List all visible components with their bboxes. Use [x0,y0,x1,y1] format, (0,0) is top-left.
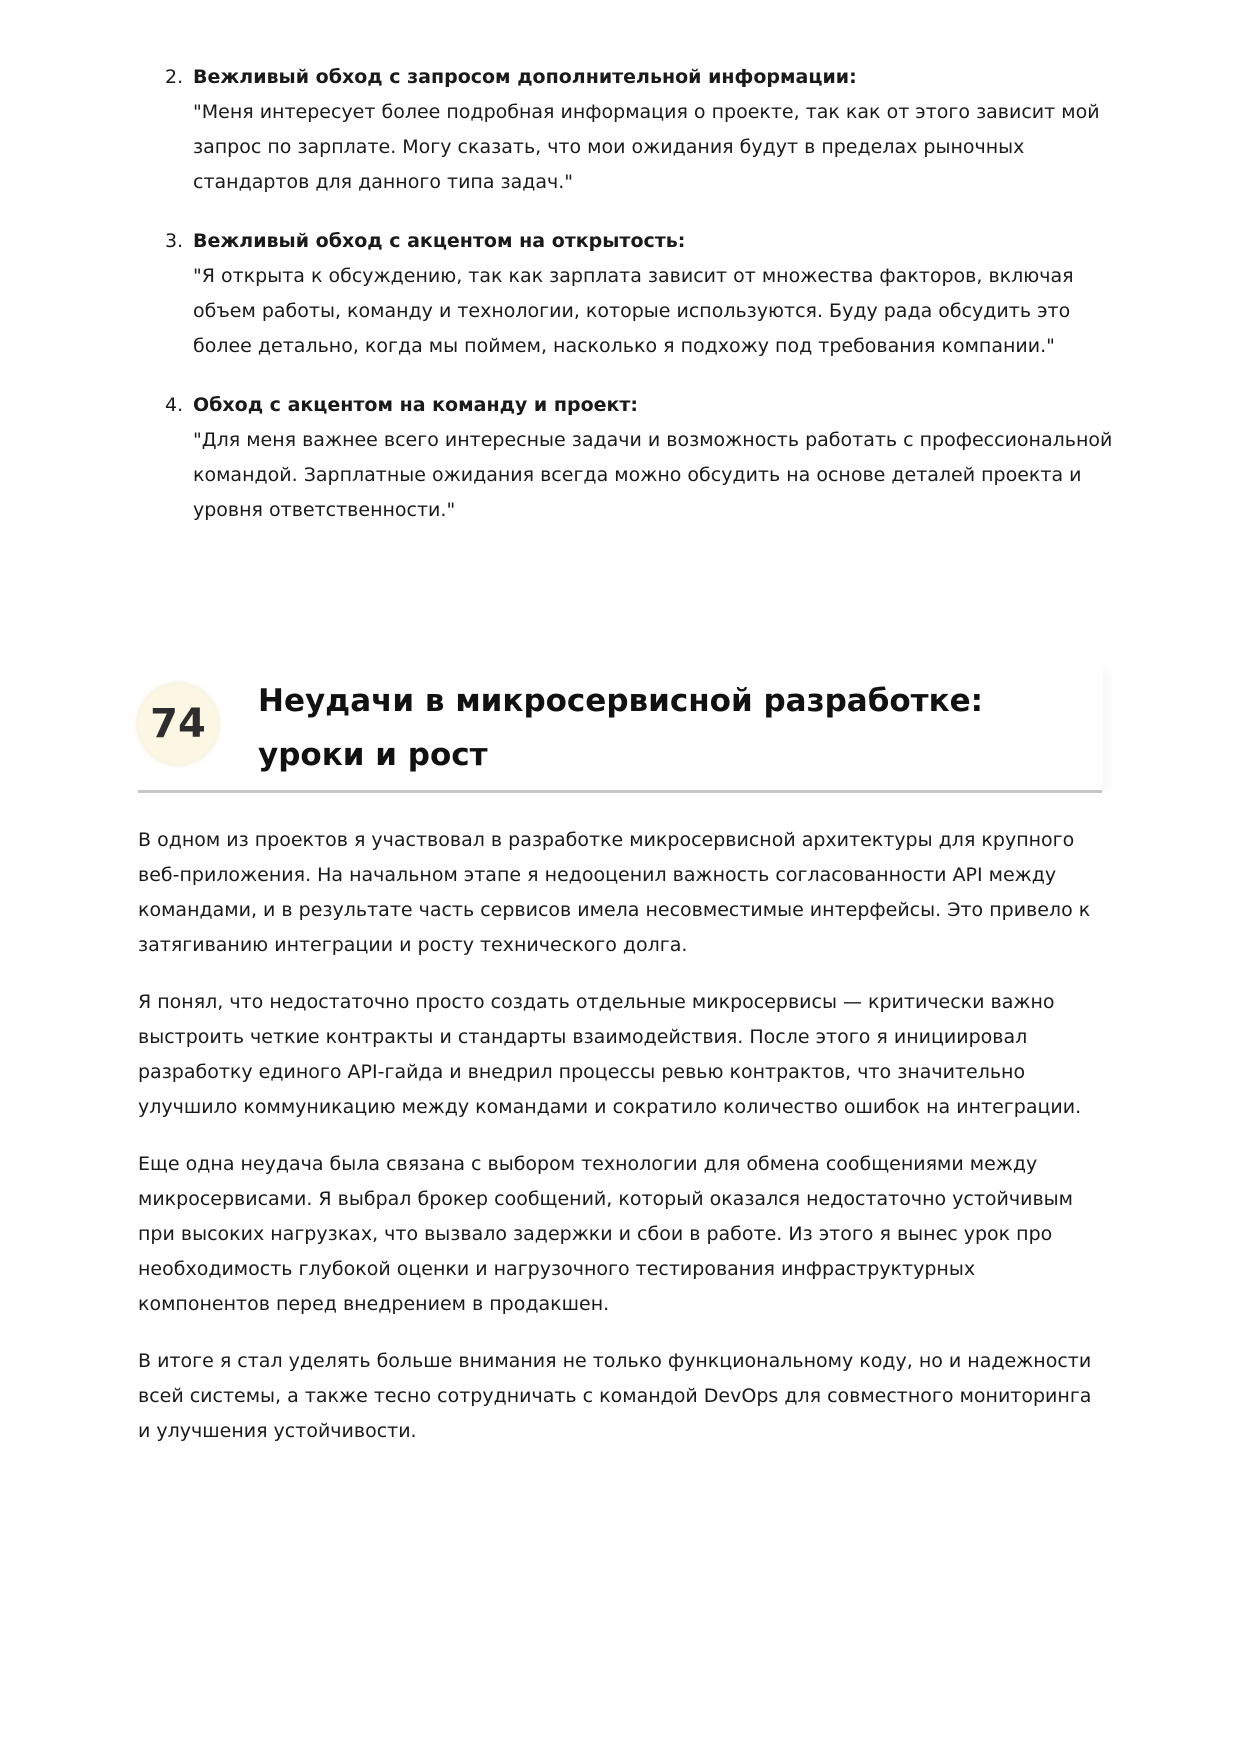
list-item-title: Обход с акцентом на команду и проект: [193,394,639,416]
list-item-number: 4. [165,394,184,416]
body-paragraph: В одном из проектов я участвовал в разработке микросервисной архитектуры для крупного веб-приложения. На начальном этапе я недооценил важность согласованности API между командами, и в результате часть сервисов имела несовместимые интерфейсы. Это привело к затягиванию интеграции и росту технического долга. [138,829,1091,956]
list-item-number: 3. [165,230,184,252]
body-paragraph: Я понял, что недостаточно просто создать отдельные микросервисы — критически важно выстроить четкие контракты и стандарты взаимодействия. После этого я инициировал разработку единого API-гайда и внедрил процессы ревью контрактов, что значительно улучшило коммуникацию между командами и сократило количество ошибок на интеграции. [138,991,1082,1118]
section-header [138,670,1102,793]
section-title: Неудачи в микросервисной разработке: уроки и рост [258,683,984,773]
list-item-quote: "Меня интересует более подробная информация о проекте, так как от этого зависит мой запрос по зарплате. Могу сказать, что мои ожидания будут в пределах рыночных стандартов для данного типа задач." [193,101,1100,193]
list-item-quote: "Я открыта к обсуждению, так как зарплата зависит от множества факторов, включая объем работы, команду и технологии, которые используются. Буду рада обсудить это более детально, когда мы поймем, насколько я подхожу под требования компании." [193,265,1074,357]
list-item [165,60,1125,200]
list-item [165,388,1125,528]
section-header-shadow [1092,670,1102,790]
list-item [165,224,1125,364]
numbered-list [165,60,1125,552]
body-paragraph: В итоге я стал уделять больше внимания не только функциональному коду, но и надежности всей системы, а также тесно сотрудничать с командой DevOps для совместного мониторинга и улучшения устойчивости. [138,1350,1092,1442]
section-body [138,823,1098,1471]
list-item-title: Вежливый обход с акцентом на открытость: [193,230,686,252]
section-number-badge: 74 [138,684,218,764]
list-item-quote: "Для меня важнее всего интересные задачи и возможность работать с профессиональной командой. Зарплатные ожидания всегда можно обсудить на основе деталей проекта и уровня ответственности." [193,429,1113,521]
body-paragraph: Еще одна неудача была связана с выбором технологии для обмена сообщениями между микросервисами. Я выбрал брокер сообщений, который оказался недостаточно устойчивым при высоких нагрузках, что вызвало задержки и сбои в работе. Из этого я вынес урок про необходимость глубокой оценки и нагрузочного тестирования инфраструктурных компонентов перед внедрением в продакшен. [138,1153,1074,1315]
list-item-number: 2. [165,66,184,88]
list-item-title: Вежливый обход с запросом дополнительной информации: [193,66,857,88]
